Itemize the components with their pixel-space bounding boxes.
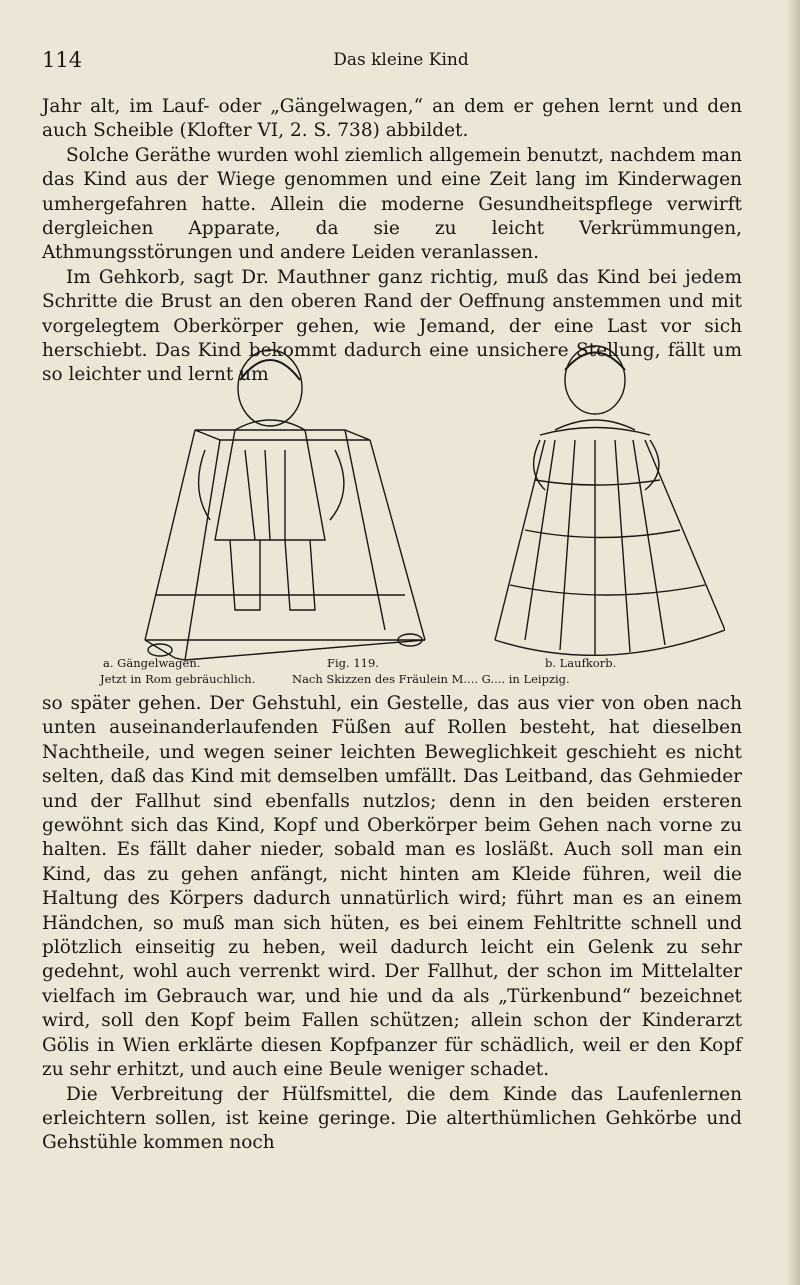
gaengelwagen-drawing	[145, 350, 425, 660]
paragraph: Jahr alt, im Lauf- oder „Gängelwagen,“ an dem er gehen lernt und den auch Scheible (Klofter VI, 2. S. 738) abbildet.	[42, 96, 742, 142]
paragraph: so später gehen. Der Gehstuhl, ein Gestelle, das aus vier von oben nach unten auseinanderlaufenden Füßen auf Rollen besteht, hat dieselben Nachtheile, und wegen seiner leichten Beweglichkeit geschieht es nicht selten, daß das Kind mit demselben umfällt. Das Leitband, das Gehmieder und der Fallhut sind ebenfalls nutzlos; denn in den beiden ersteren gewöhnt sich das Kind, Kopf und Oberkörper beim Gehen nach vorne zu halten. Es fällt daher nieder, sobald man es losläßt. Auch soll man ein Kind, das zu gehen anfängt, nicht hinten am Kleide führen, weil die Haltung des Körpers dadurch unnatürlich wird; führt man es an einem Händchen, so muß man sich hüten, es bei einem Fehltritte schnell und plötzlich einseitig zu heben, weil dadurch leicht ein Gelenk zu sehr gedehnt, wohl auch verrenkt wird. Der Fallhut, der schon im Mittelalter vielfach im Gebrauch war, und hie und da als „Türkenbund“ bezeichnet wird, soll den Kopf beim Fallen schützen; allein schon der Kinderarzt Gölis in Wien erklärte diesen Kopfpanzer für schädlich, weil er den Kopf zu sehr erhitzt, und auch eine Beule weniger schadet.	[42, 693, 742, 1081]
laufkorb-drawing	[495, 346, 725, 655]
page-edge-shadow	[786, 0, 800, 1285]
paragraph: Im Gehkorb, sagt Dr. Mauthner ganz richtig, muß das Kind bei jedem Schritte die Brust an den oberen Rand der Oeffnung anstemmen und mit vorgelegtem Oberkörper gehen, wie Jemand, der eine Last vor sich herschiebt. Das Kind bekommt dadurch eine unsichere Stellung, fällt um so leichter und lernt um	[42, 266, 742, 386]
engraving-drawing	[85, 340, 725, 670]
page-header	[42, 48, 760, 72]
body-text-bottom	[42, 692, 742, 1156]
running-title: Das kleine Kind	[333, 50, 469, 70]
paragraph: Solche Geräthe wurden wohl ziemlich allgemein benutzt, nachdem man das Kind aus der Wiege genommen und eine Zeit lang im Kinderwagen umhergefahren hatte. Allein die moderne Gesundheitspflege verwirft dergleichen Apparate, da sie zu leicht Verkrümmungen, Athmungsstörungen und andere Leiden veranlassen.	[42, 144, 742, 264]
caption-b-label: b. Laufkorb.	[545, 656, 617, 670]
paragraph: Die Verbreitung der Hülfsmittel, die dem Kinde das Laufenlernen erleichtern sollen, ist keine geringe. Die alterthümlichen Gehkörbe und Gehstühle kommen noch	[42, 1083, 742, 1154]
caption-figure-source: Nach Skizzen des Fräulein M.... G.... in Leipzig.	[292, 672, 570, 686]
caption-a-label: a. Gängelwagen.	[103, 656, 201, 670]
figure-119-illustration	[85, 340, 725, 670]
caption-figure-number: Fig. 119.	[327, 656, 379, 670]
page-number: 114	[42, 48, 83, 72]
caption-a-note: Jetzt in Rom gebräuchlich.	[100, 672, 256, 686]
